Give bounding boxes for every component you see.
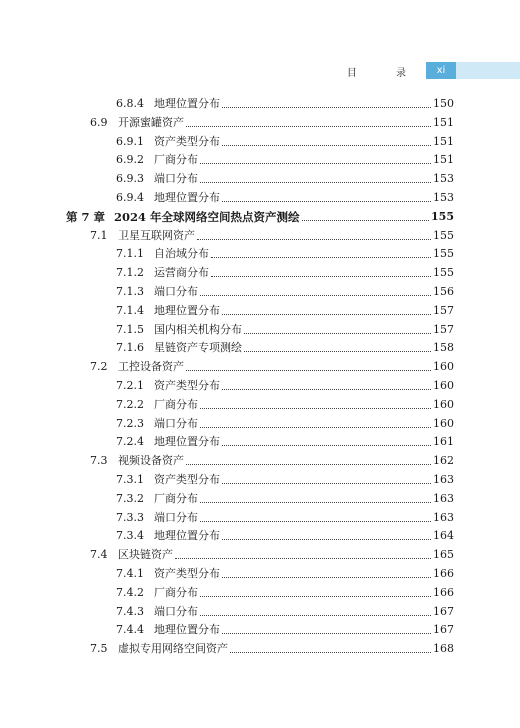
toc-entry[interactable] xyxy=(116,488,454,506)
toc-entry-title: 工控设备资产 xyxy=(118,360,184,374)
toc-entry-title: 开源蜜罐资产 xyxy=(118,115,184,129)
toc-entry-title: 卫星互联网资产 xyxy=(118,228,195,242)
toc-entry-page: 168 xyxy=(433,642,454,656)
toc-entry-number: 6.9.1 xyxy=(116,134,144,148)
toc-entry[interactable] xyxy=(116,300,454,318)
dot-leader xyxy=(200,294,431,296)
dot-leader xyxy=(197,238,431,240)
toc-entry[interactable] xyxy=(116,281,454,299)
toc-entry[interactable] xyxy=(116,619,454,637)
toc-entry-number: 6.8.4 xyxy=(116,97,144,110)
toc-entry-page: 167 xyxy=(433,623,454,637)
toc-entry-number: 7.3 xyxy=(90,454,108,468)
toc-entry-title: 厂商分布 xyxy=(154,397,198,411)
toc-entry-page: 157 xyxy=(433,322,454,336)
toc-entry-number: 7.4.2 xyxy=(116,585,144,599)
toc-entry-page: 150 xyxy=(433,97,454,110)
toc-entry-page: 158 xyxy=(433,341,454,355)
toc-entry[interactable] xyxy=(90,225,454,243)
toc-entry-number: 7.1 xyxy=(90,228,108,242)
dot-leader xyxy=(302,219,430,221)
dot-leader xyxy=(200,181,431,183)
toc-entry-number: 7.2.3 xyxy=(116,416,144,430)
toc-entry-number: 6.9.3 xyxy=(116,172,144,186)
toc-entry-title: 端口分布 xyxy=(154,510,198,524)
toc-entry-number: 7.3.1 xyxy=(116,473,144,486)
toc-entry[interactable] xyxy=(116,375,454,393)
toc-entry-number: 7.4 xyxy=(90,548,108,562)
toc-entry-title: 资产类型分布 xyxy=(154,567,220,580)
toc-entry[interactable] xyxy=(116,131,454,149)
toc-entry-page: 160 xyxy=(433,416,454,430)
toc-entry-page: 166 xyxy=(433,585,454,599)
dot-leader xyxy=(222,576,431,578)
toc-entry[interactable] xyxy=(116,525,454,543)
dot-leader xyxy=(222,106,431,108)
toc-entry-number: 6.9 xyxy=(90,115,108,129)
toc-entry-number: 7.2.2 xyxy=(116,397,144,411)
toc-entry[interactable] xyxy=(116,563,454,581)
toc-entry-number: 第 7 章 xyxy=(66,209,106,224)
toc-entry-page: 153 xyxy=(433,191,454,204)
toc-entry-number: 7.2.1 xyxy=(116,379,144,392)
toc-entry[interactable] xyxy=(90,112,454,130)
toc-entry-title: 资产类型分布 xyxy=(154,379,220,392)
dot-leader xyxy=(222,313,431,315)
dot-leader xyxy=(222,388,431,390)
toc-entry[interactable] xyxy=(116,413,454,431)
toc-entry[interactable] xyxy=(116,168,454,186)
toc-entry-number: 7.1.3 xyxy=(116,285,144,298)
toc-entry-title: 厂商分布 xyxy=(154,153,198,167)
toc-entry-page: 163 xyxy=(433,473,454,486)
toc-entry-title: 地理位置分布 xyxy=(154,191,220,204)
toc-entry[interactable] xyxy=(116,337,454,355)
toc-entry[interactable] xyxy=(116,262,454,280)
toc-entry[interactable] xyxy=(116,187,454,205)
toc-entry-title: 资产类型分布 xyxy=(154,134,220,148)
toc-entry-page: 155 xyxy=(433,247,454,261)
toc-entry-number: 7.1.6 xyxy=(116,341,144,355)
toc-entry-page: 165 xyxy=(433,548,454,562)
toc-entry-number: 7.4.3 xyxy=(116,604,144,618)
toc-entry[interactable] xyxy=(90,450,454,468)
toc-entry-page: 151 xyxy=(433,134,454,148)
dot-leader xyxy=(186,463,431,465)
toc-entry-number: 7.1.5 xyxy=(116,322,144,336)
toc-entry[interactable] xyxy=(90,638,454,656)
toc-entry[interactable] xyxy=(116,601,454,619)
toc-entry-title: 地理位置分布 xyxy=(154,303,220,317)
toc-entry-page: 160 xyxy=(433,397,454,411)
toc-entry-page: 160 xyxy=(433,379,454,392)
toc-entry-title: 端口分布 xyxy=(154,172,198,186)
toc-entry-page: 162 xyxy=(433,454,454,468)
toc-entry[interactable] xyxy=(116,469,454,487)
toc-entry[interactable] xyxy=(116,319,454,337)
toc-entry-page: 156 xyxy=(433,285,454,298)
toc-entry-number: 7.1.2 xyxy=(116,266,144,280)
toc-entry[interactable] xyxy=(116,507,454,525)
header-title: 目 录 xyxy=(346,68,424,79)
running-header xyxy=(0,62,520,80)
dot-leader xyxy=(200,501,431,503)
toc-entry-page: 155 xyxy=(431,209,454,223)
toc-entry-page: 167 xyxy=(433,604,454,618)
toc-entry-page: 157 xyxy=(433,303,454,317)
toc-entry-number: 7.2 xyxy=(90,360,108,374)
toc-entry-title: 视频设备资产 xyxy=(118,454,184,468)
toc-entry[interactable] xyxy=(116,149,454,167)
dot-leader xyxy=(200,407,431,409)
toc-entry-number: 7.4.4 xyxy=(116,623,144,637)
toc-entry-title: 厂商分布 xyxy=(154,491,198,505)
dot-leader xyxy=(200,595,431,597)
toc-entry-number: 6.9.4 xyxy=(116,191,144,204)
toc-entry-title: 自治域分布 xyxy=(154,247,209,261)
toc-entry-page: 151 xyxy=(433,115,454,129)
toc-entry-number: 7.2.4 xyxy=(116,435,144,449)
toc-entry-title: 国内相关机构分布 xyxy=(154,322,242,336)
toc-entry-page: 155 xyxy=(433,228,454,242)
dot-leader xyxy=(200,614,431,616)
toc-entry-number: 7.3.4 xyxy=(116,529,144,543)
dot-leader xyxy=(200,520,431,522)
toc-entry[interactable] xyxy=(116,582,454,600)
toc-entry-title: 厂商分布 xyxy=(154,585,198,599)
dot-leader xyxy=(222,200,431,202)
dot-leader xyxy=(186,125,431,127)
dot-leader xyxy=(222,144,431,146)
toc-entry-title: 地理位置分布 xyxy=(154,529,220,543)
toc-entry-title: 运营商分布 xyxy=(154,266,209,280)
toc-entry-title: 端口分布 xyxy=(154,604,198,618)
dot-leader xyxy=(222,538,431,540)
toc-entry[interactable] xyxy=(90,544,454,562)
dot-leader xyxy=(222,632,431,634)
toc-entry-page: 153 xyxy=(433,172,454,186)
toc-entry[interactable] xyxy=(90,356,454,374)
toc-entry[interactable] xyxy=(116,431,454,449)
header-page-number: xi xyxy=(426,62,456,79)
toc-entry-page: 163 xyxy=(433,491,454,505)
toc-entry-number: 7.1.1 xyxy=(116,247,144,261)
toc-entry-number: 7.3.2 xyxy=(116,491,144,505)
toc-entry-number: 7.4.1 xyxy=(116,567,144,580)
toc-entry-number: 6.9.2 xyxy=(116,153,144,167)
toc-entry[interactable] xyxy=(116,243,454,261)
dot-leader xyxy=(200,162,431,164)
toc-entry-page: 164 xyxy=(433,529,454,543)
toc-entry-title: 地理位置分布 xyxy=(154,623,220,637)
dot-leader xyxy=(222,482,431,484)
toc-entry-title: 地理位置分布 xyxy=(154,97,220,110)
toc-entry-page: 161 xyxy=(433,435,454,449)
dot-leader xyxy=(200,426,431,428)
toc-entry-number: 7.5 xyxy=(90,642,108,656)
toc-entry-title: 端口分布 xyxy=(154,416,198,430)
dot-leader xyxy=(211,275,431,277)
toc-entry-page: 155 xyxy=(433,266,454,280)
dot-leader xyxy=(230,651,431,653)
dot-leader xyxy=(244,332,431,334)
toc-entry-number: 7.3.3 xyxy=(116,510,144,524)
toc-entry[interactable] xyxy=(116,394,454,412)
toc-entry-title: 星链资产专项测绘 xyxy=(154,341,242,355)
toc-entry[interactable] xyxy=(66,206,454,224)
toc-entry-page: 166 xyxy=(433,567,454,580)
toc-entry-title: 虚拟专用网络空间资产 xyxy=(118,642,228,656)
dot-leader xyxy=(211,256,431,258)
dot-leader xyxy=(222,444,431,446)
dot-leader xyxy=(244,350,431,352)
toc-entry-page: 160 xyxy=(433,360,454,374)
toc-entry[interactable] xyxy=(116,93,454,111)
toc-entry-number: 7.1.4 xyxy=(116,303,144,317)
toc-entry-title: 2024 年全球网络空间热点资产测绘 xyxy=(114,209,300,224)
toc-entry-page: 151 xyxy=(433,153,454,167)
toc-entry-page: 163 xyxy=(433,510,454,524)
toc-entry-title: 资产类型分布 xyxy=(154,473,220,486)
toc-entry-title: 区块链资产 xyxy=(118,548,173,562)
dot-leader xyxy=(175,557,431,559)
toc-entry-title: 端口分布 xyxy=(154,285,198,298)
toc-entry-title: 地理位置分布 xyxy=(154,435,220,449)
dot-leader xyxy=(186,369,431,371)
